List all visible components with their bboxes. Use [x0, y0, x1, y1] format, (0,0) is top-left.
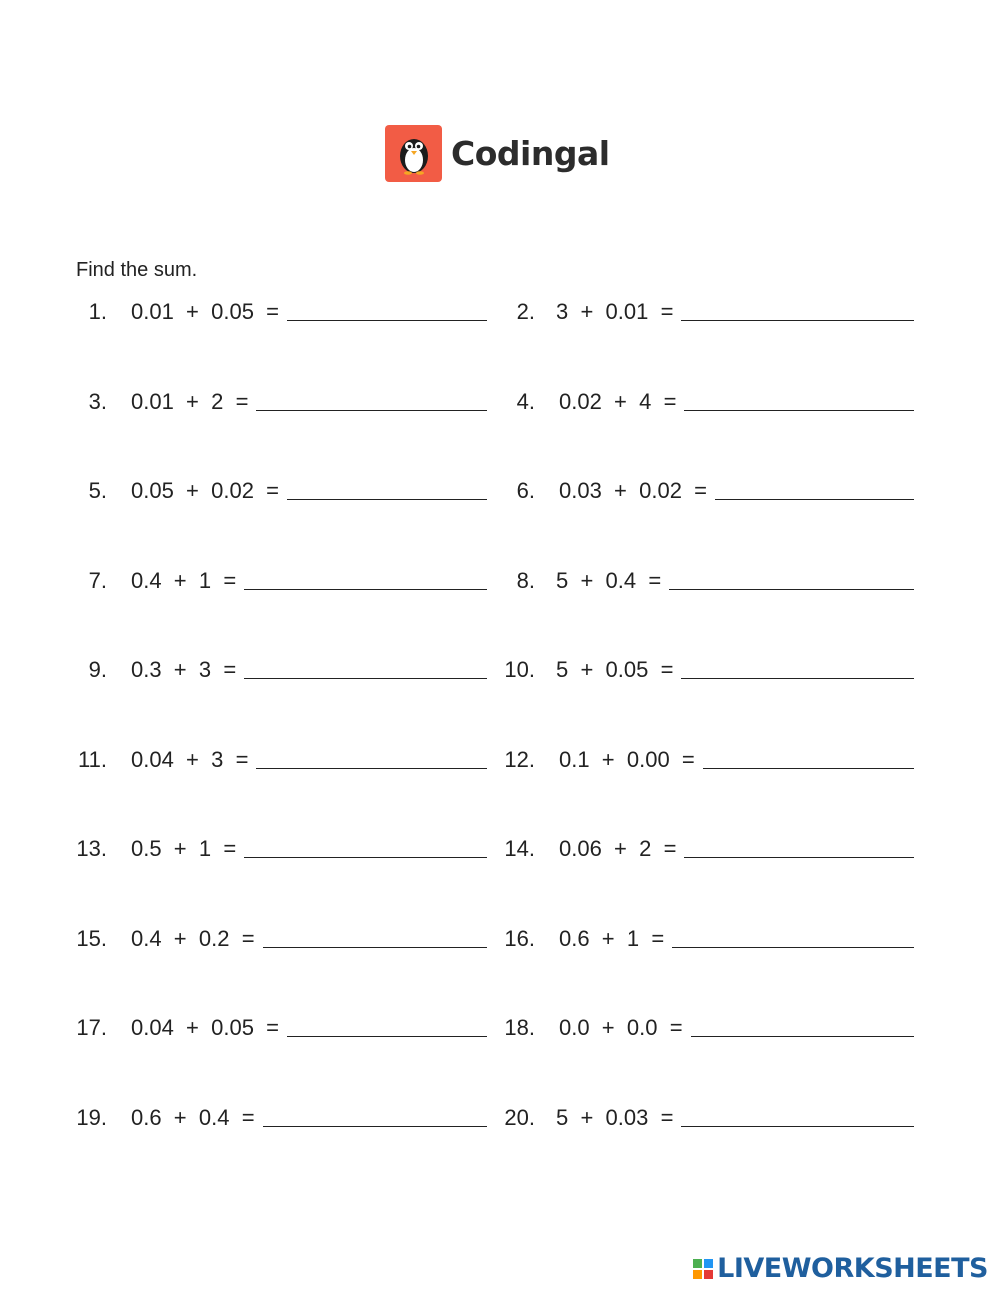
problem-item [0, 299, 1000, 339]
problem-number: 3. [88, 389, 107, 414]
problem-expression: 5 + 0.4 = [556, 568, 662, 593]
problem-number: 12. [504, 747, 535, 772]
answer-blank[interactable] [681, 678, 914, 679]
answer-blank[interactable] [669, 589, 914, 590]
problem-expression: 5 + 0.03 = [556, 1105, 674, 1130]
problem-expression: 3 + 0.01 = [556, 299, 674, 324]
problem-number: 2. [516, 299, 535, 324]
problem-number: 1. [88, 299, 107, 324]
problem-number: 18. [504, 1015, 535, 1040]
problem-expression: 0.04 + 3 = [131, 747, 249, 772]
brand-name: Codingal [451, 133, 610, 173]
problem-number: 17. [76, 1015, 107, 1040]
problem-number: 5. [88, 478, 107, 503]
problem-expression: 5 + 0.05 = [556, 657, 674, 682]
answer-blank[interactable] [684, 410, 914, 411]
liveworksheets-logo [693, 1253, 988, 1284]
problem-item [0, 657, 1000, 697]
problem-item [0, 389, 1000, 429]
problem-item [0, 568, 1000, 608]
problem-number: 10. [504, 657, 535, 682]
problem-expression: 0.0 + 0.0 = [559, 1015, 683, 1040]
problem-number: 6. [516, 478, 535, 503]
problem-number: 7. [88, 568, 107, 593]
problem-expression: 0.4 + 0.2 = [131, 926, 255, 951]
codingal-logo [385, 125, 610, 181]
problem-expression: 0.05 + 0.02 = [131, 478, 280, 503]
problem-number: 20. [504, 1105, 535, 1130]
problem-expression: 0.6 + 0.4 = [131, 1105, 255, 1130]
problem-number: 16. [504, 926, 535, 951]
problem-expression: 0.1 + 0.00 = [559, 747, 695, 772]
problem-item [0, 747, 1000, 787]
problem-item [0, 836, 1000, 876]
answer-blank[interactable] [681, 320, 914, 321]
answer-blank[interactable] [681, 1126, 914, 1127]
liveworksheets-text: LIVEWORKSHEETS [717, 1253, 988, 1284]
answer-blank[interactable] [684, 857, 914, 858]
answer-blank[interactable] [672, 947, 914, 948]
problem-number: 14. [504, 836, 535, 861]
problem-item [0, 478, 1000, 518]
problem-item [0, 1105, 1000, 1145]
problem-number: 13. [76, 836, 107, 861]
problem-item [0, 1015, 1000, 1055]
problem-number: 9. [88, 657, 107, 682]
problem-expression: 0.3 + 3 = [131, 657, 237, 682]
problem-expression: 0.6 + 1 = [559, 926, 665, 951]
problem-expression: 0.5 + 1 = [131, 836, 237, 861]
answer-blank[interactable] [703, 768, 914, 769]
problem-expression: 0.01 + 2 = [131, 389, 249, 414]
problem-number: 11. [78, 747, 107, 772]
problem-expression: 0.03 + 0.02 = [559, 478, 708, 503]
problem-number: 4. [516, 389, 535, 414]
problem-expression: 0.4 + 1 = [131, 568, 237, 593]
problem-item [0, 926, 1000, 966]
problem-number: 8. [516, 568, 535, 593]
penguin-icon [385, 125, 442, 182]
problem-expression: 0.06 + 2 = [559, 836, 677, 861]
problem-expression: 0.01 + 0.05 = [131, 299, 280, 324]
answer-blank[interactable] [715, 499, 914, 500]
problem-number: 19. [76, 1105, 107, 1130]
instruction-text: Find the sum. [76, 259, 198, 281]
problem-number: 15. [76, 926, 107, 951]
answer-blank[interactable] [691, 1036, 914, 1037]
problem-expression: 0.04 + 0.05 = [131, 1015, 280, 1040]
blocks-icon [693, 1259, 713, 1279]
problem-expression: 0.02 + 4 = [559, 389, 677, 414]
